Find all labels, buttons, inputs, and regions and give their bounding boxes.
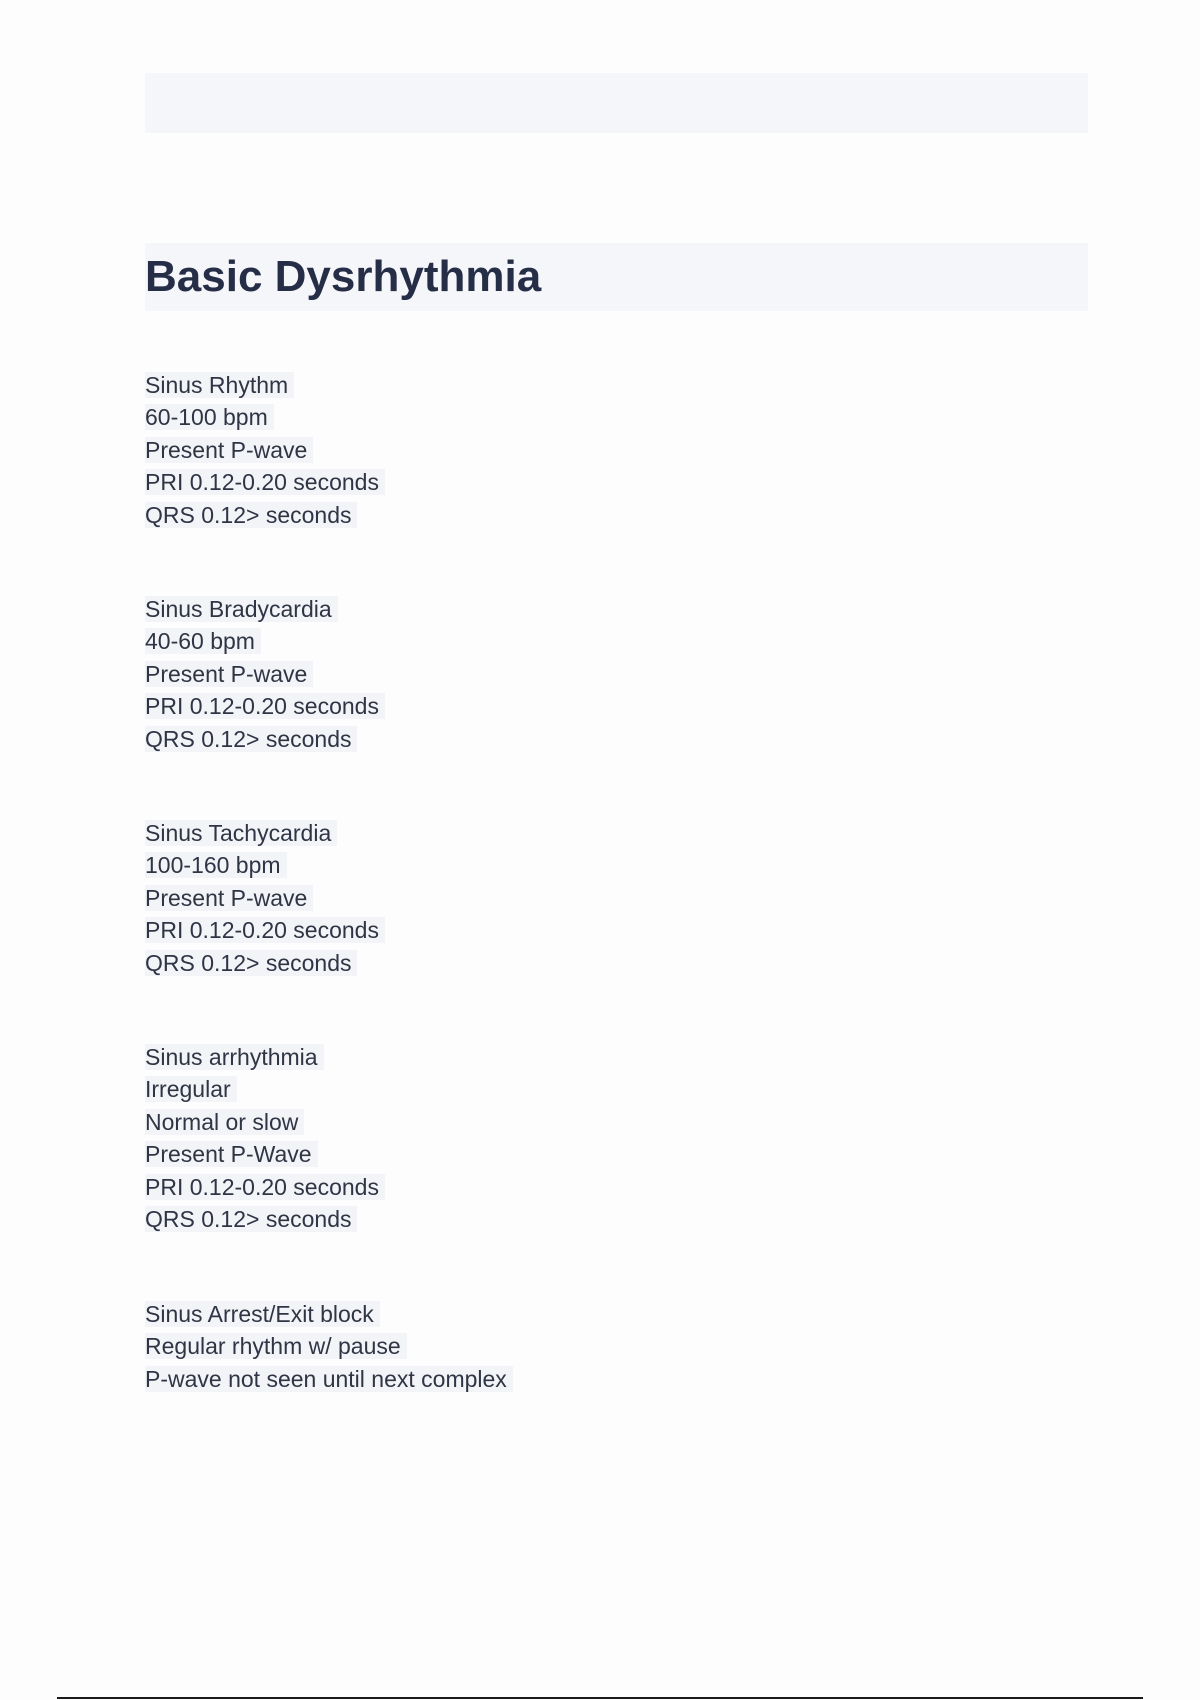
regularity-line: Irregular [145, 1073, 385, 1105]
section-sinus-arrest [145, 1298, 513, 1395]
section-sinus-rhythm [145, 369, 385, 531]
rate-line: 40-60 bpm [145, 625, 385, 657]
footer-divider [57, 1697, 1143, 1699]
header-band [145, 73, 1088, 133]
section-sinus-arrhythmia [145, 1041, 385, 1235]
pri-line: PRI 0.12-0.20 seconds [145, 914, 385, 946]
section-heading: Sinus Rhythm [145, 369, 385, 401]
pri-line: PRI 0.12-0.20 seconds [145, 466, 385, 498]
section-sinus-bradycardia [145, 593, 385, 755]
section-sinus-tachycardia [145, 817, 385, 979]
document-title: Basic Dysrhythmia [145, 252, 542, 301]
qrs-line: QRS 0.12> seconds [145, 723, 385, 755]
pri-line: PRI 0.12-0.20 seconds [145, 690, 385, 722]
qrs-line: QRS 0.12> seconds [145, 1203, 385, 1235]
qrs-line: QRS 0.12> seconds [145, 499, 385, 531]
p-wave-line: Present P-wave [145, 434, 385, 466]
rhythm-line: Regular rhythm w/ pause [145, 1330, 513, 1362]
rate-line: 60-100 bpm [145, 401, 385, 433]
p-wave-line: Present P-wave [145, 658, 385, 690]
p-wave-line: Present P-wave [145, 882, 385, 914]
rate-line: Normal or slow [145, 1106, 385, 1138]
section-heading: Sinus Bradycardia [145, 593, 385, 625]
qrs-line: QRS 0.12> seconds [145, 947, 385, 979]
section-heading: Sinus Arrest/Exit block [145, 1298, 513, 1330]
section-heading: Sinus arrhythmia [145, 1041, 385, 1073]
p-wave-line: P-wave not seen until next complex [145, 1363, 513, 1395]
section-heading: Sinus Tachycardia [145, 817, 385, 849]
p-wave-line: Present P-Wave [145, 1138, 385, 1170]
pri-line: PRI 0.12-0.20 seconds [145, 1171, 385, 1203]
rate-line: 100-160 bpm [145, 849, 385, 881]
